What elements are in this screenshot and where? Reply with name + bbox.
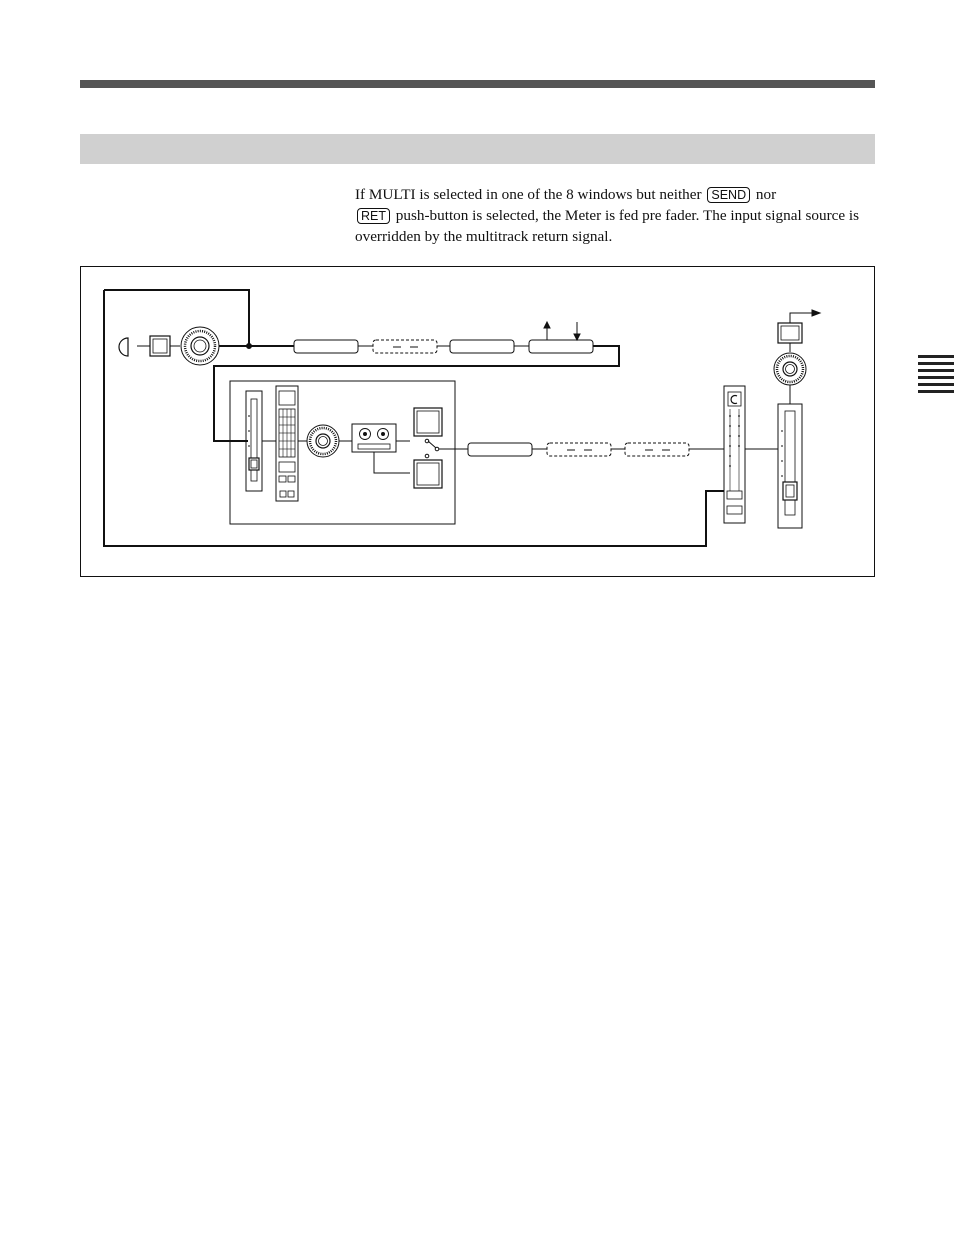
figure-border	[81, 267, 875, 577]
block-2	[450, 340, 514, 353]
signal-flow-svg	[80, 266, 875, 577]
paragraph-text-1: If MULTI is selected in one of the 8 windows but neither	[355, 186, 702, 203]
meter-strip-icon	[724, 386, 745, 523]
top-branch-line	[104, 290, 249, 346]
description-paragraph	[355, 184, 875, 247]
chapter-tab-marker	[918, 355, 954, 401]
input-gain-knob-icon	[181, 327, 219, 365]
tape-output-line	[374, 452, 410, 473]
output-arrow-line	[790, 313, 814, 323]
block-dashed-2	[547, 443, 611, 456]
ret-key-label: RET	[357, 208, 390, 224]
monitor-lower-icon	[414, 460, 442, 488]
multitrack-knob-icon	[307, 425, 339, 457]
master-fader-icon	[778, 404, 802, 528]
send-key-label: SEND	[707, 187, 750, 203]
block-1	[294, 340, 358, 353]
paragraph-text-2: nor	[755, 186, 777, 203]
block-3	[468, 443, 532, 456]
output-monitor-icon	[778, 323, 802, 343]
channel-fader-icon	[246, 391, 262, 491]
channel-strip-icon	[276, 386, 298, 501]
tape-recorder-icon	[352, 424, 396, 452]
paragraph-text-3: push-button is selected, the Meter is fed pre fader. The input signal source is overridden by the multitrack return signal.	[355, 207, 860, 245]
output-level-knob-icon	[774, 353, 806, 385]
block-dashed-3	[625, 443, 689, 456]
switch-contact-lower	[425, 454, 429, 458]
monitor-upper-icon	[414, 408, 442, 436]
junction-dot	[247, 344, 252, 349]
microphone-icon	[119, 338, 128, 356]
block-dashed-1	[373, 340, 437, 353]
switch-arm	[428, 441, 436, 448]
signal-flow-diagram	[80, 266, 875, 577]
section-heading-bar	[80, 134, 875, 164]
return-path-line	[214, 346, 619, 441]
block-insert	[529, 340, 593, 353]
multitrack-section-box	[230, 381, 455, 524]
header-rule	[80, 80, 875, 88]
